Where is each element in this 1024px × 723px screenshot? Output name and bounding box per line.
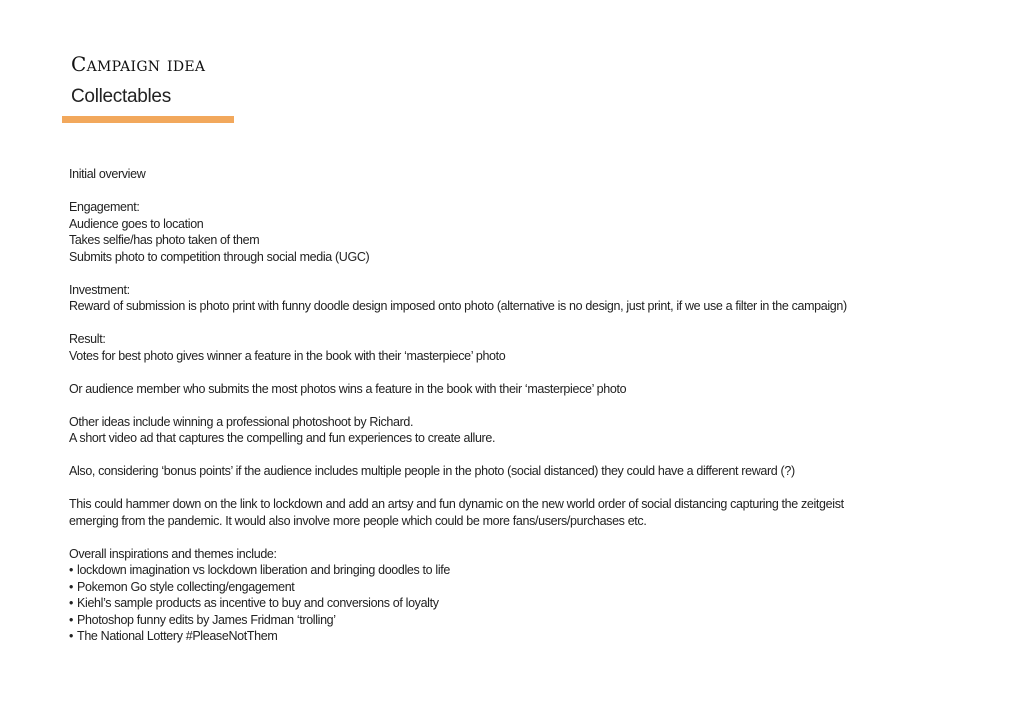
list-item bbox=[69, 612, 969, 629]
bullet-icon: • bbox=[69, 629, 74, 643]
result-text: Votes for best photo gives winner a feature in the book with their ‘masterpiece’ photo bbox=[69, 348, 506, 363]
spacer bbox=[69, 183, 969, 200]
list-item-text: Kiehl’s sample products as incentive to buy and conversions of loyalty bbox=[77, 596, 439, 610]
list-item bbox=[69, 595, 969, 612]
accent-bar bbox=[62, 116, 234, 123]
page-subtitle: Collectables bbox=[71, 86, 171, 107]
spacer bbox=[69, 364, 969, 381]
overview-label: Initial overview bbox=[69, 167, 146, 181]
lockdown-line: This could hammer down on the link to lockdown and add an artsy and fun dynamic on the new world order of social distancing capturing the zeitgeist bbox=[69, 497, 844, 511]
bullet-icon: • bbox=[69, 596, 74, 610]
bonus-text: Also, considering ‘bonus points’ if the audience includes multiple people in the photo (social distanced) they could have a different reward (?) bbox=[69, 464, 795, 478]
inspirations-label: Overall inspirations and themes include: bbox=[69, 546, 277, 561]
inspirations-list bbox=[69, 562, 969, 645]
investment-text: Reward of submission is photo print with funny doodle design imposed onto photo (alternative is no design, just print, if we use a filter in the campaign) bbox=[69, 299, 847, 313]
investment-label: Investment: bbox=[69, 282, 130, 297]
lockdown-line: emerging from the pandemic. It would also involve more people which could be more fans/users/purchases etc. bbox=[69, 513, 647, 528]
result-label: Result: bbox=[69, 332, 106, 346]
alternative-text: Or audience member who submits the most photos wins a feature in the book with their ‘masterpiece’ photo bbox=[69, 381, 627, 396]
engagement-line: Takes selfie/has photo taken of them bbox=[69, 233, 260, 247]
engagement-line: Submits photo to competition through social media (UGC) bbox=[69, 249, 370, 264]
list-item-text: The National Lottery #PleaseNotThem bbox=[77, 629, 278, 643]
engagement-label: Engagement: bbox=[69, 200, 140, 214]
list-item-text: Photoshop funny edits by James Fridman ‘trolling’ bbox=[77, 612, 336, 627]
engagement-line: Audience goes to location bbox=[69, 216, 204, 231]
spacer bbox=[69, 480, 969, 497]
bullet-icon: • bbox=[69, 612, 74, 627]
bullet-icon: • bbox=[69, 579, 74, 594]
list-item bbox=[69, 562, 969, 579]
page-title: Campaign idea bbox=[71, 52, 206, 76]
list-item-text: Pokemon Go style collecting/engagement bbox=[77, 579, 295, 594]
spacer bbox=[69, 265, 969, 282]
spacer bbox=[69, 447, 969, 464]
list-item bbox=[69, 579, 969, 596]
campaign-content bbox=[69, 166, 969, 645]
other-ideas-line: Other ideas include winning a professional photoshoot by Richard. bbox=[69, 414, 414, 429]
spacer bbox=[69, 529, 969, 546]
spacer bbox=[69, 397, 969, 414]
list-item bbox=[69, 628, 969, 645]
spacer bbox=[69, 315, 969, 332]
list-item-text: lockdown imagination vs lockdown liberation and bringing doodles to life bbox=[77, 563, 450, 577]
other-ideas-line: A short video ad that captures the compelling and fun experiences to create allure. bbox=[69, 431, 496, 445]
bullet-icon: • bbox=[69, 563, 74, 577]
